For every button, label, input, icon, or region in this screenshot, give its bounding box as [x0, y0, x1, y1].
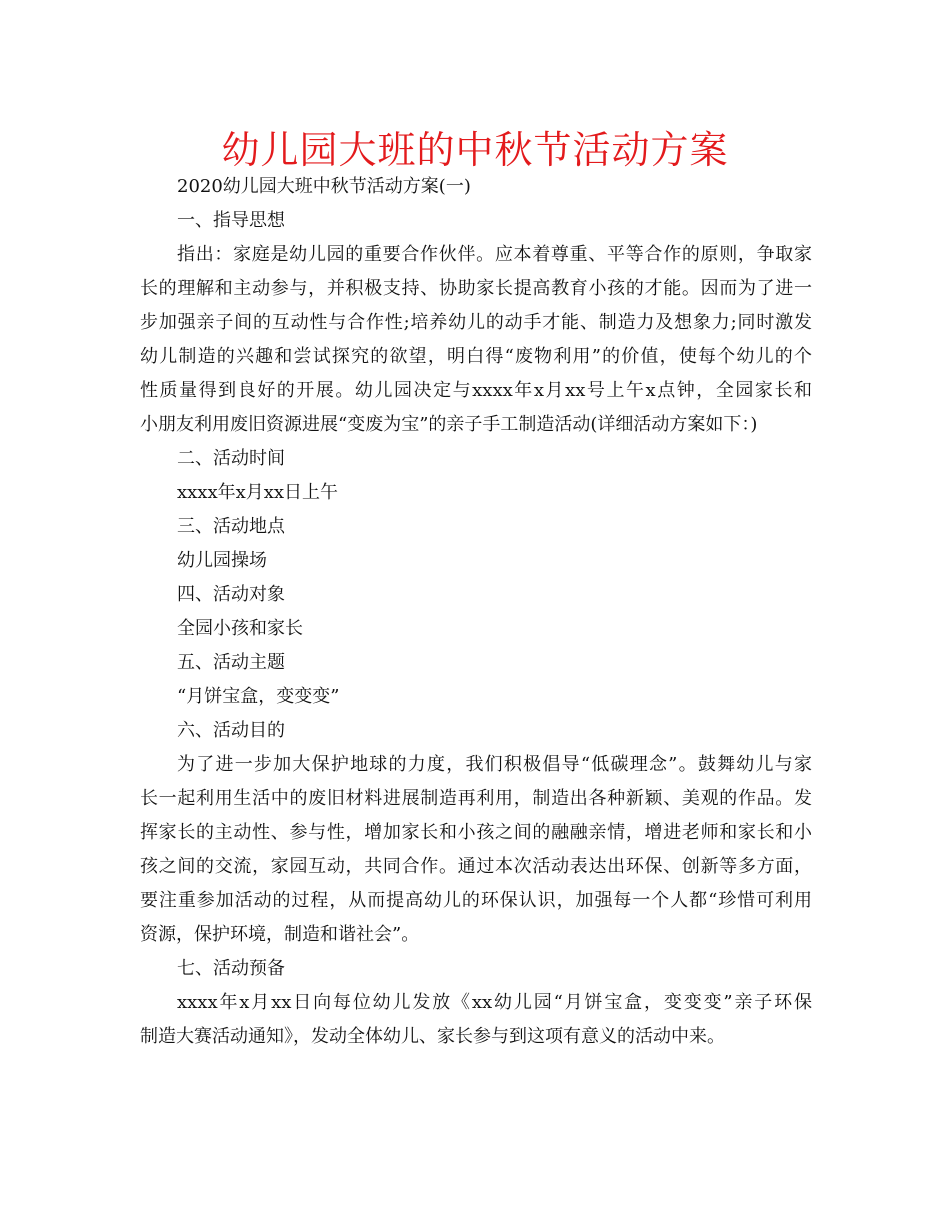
paragraph-line: 小朋友利用废旧资源进展“变废为宝”的亲子手工制造活动(详细活动方案如下：) — [140, 414, 758, 435]
paragraph-line: 幼儿园操场 — [177, 550, 267, 571]
paragraph-line: 要注重参加活动的过程，从而提高幼儿的环保认识，加强每一个人都“珍惜可利用 — [140, 890, 812, 911]
section-heading: 七、活动预备 — [177, 958, 285, 979]
paragraph-line: 制造大赛活动通知》，发动全体幼儿、家长参与到这项有意义的活动中来。 — [140, 1026, 725, 1047]
paragraph-line: 步加强亲子间的互动性与合作性;培养幼儿的动手才能、制造力及想象力;同时激发 — [140, 312, 812, 333]
paragraph-line: 资源，保护环境，制造和谐社会”。 — [140, 924, 420, 945]
paragraph-line: “月饼宝盒，变变变” — [177, 686, 340, 707]
section-heading: 三、活动地点 — [177, 516, 285, 537]
paragraph-line: 全园小孩和家长 — [177, 618, 303, 639]
paragraph-line: xxxx年x月xx日上午 — [177, 482, 339, 503]
paragraph-line: 指出：家庭是幼儿园的重要合作伙伴。应本着尊重、平等合作的原则，争取家 — [177, 244, 812, 265]
paragraph-line: 孩之间的交流，家园互动，共同合作。通过本次活动表达出环保、创新等多方面， — [140, 856, 812, 877]
document-title: 幼儿园大班的中秋节活动方案 — [221, 128, 729, 172]
paragraph-line: 幼儿制造的兴趣和尝试探究的欲望，明白得“废物利用”的价值，使每个幼儿的个 — [140, 346, 812, 367]
section-heading: 四、活动对象 — [177, 584, 285, 605]
paragraph-line: 长一起利用生活中的废旧材料进展制造再利用，制造出各种新颖、美观的作品。发 — [140, 788, 812, 809]
section-heading: 一、指导思想 — [177, 210, 285, 231]
subtitle-line: 2020幼儿园大班中秋节活动方案(一) — [177, 176, 471, 197]
paragraph-line: 为了进一步加大保护地球的力度，我们积极倡导“低碳理念”。鼓舞幼儿与家 — [177, 754, 812, 775]
paragraph-line: xxxx年x月xx日向每位幼儿发放《xx幼儿园“月饼宝盒，变变变”亲子环保 — [177, 992, 812, 1013]
paragraph-line: 长的理解和主动参与，并积极支持、协助家长提高教育小孩的才能。因而为了进一 — [140, 278, 812, 299]
paragraph-line: 性质量得到良好的开展。幼儿园决定与xxxx年x月xx号上午x点钟，全园家长和 — [140, 380, 812, 401]
paragraph-line: 挥家长的主动性、参与性，增加家长和小孩之间的融融亲情，增进老师和家长和小 — [140, 822, 812, 843]
section-heading: 二、活动时间 — [177, 448, 285, 469]
document-body — [140, 170, 812, 1054]
section-heading: 六、活动目的 — [177, 720, 285, 741]
section-heading: 五、活动主题 — [177, 652, 285, 673]
